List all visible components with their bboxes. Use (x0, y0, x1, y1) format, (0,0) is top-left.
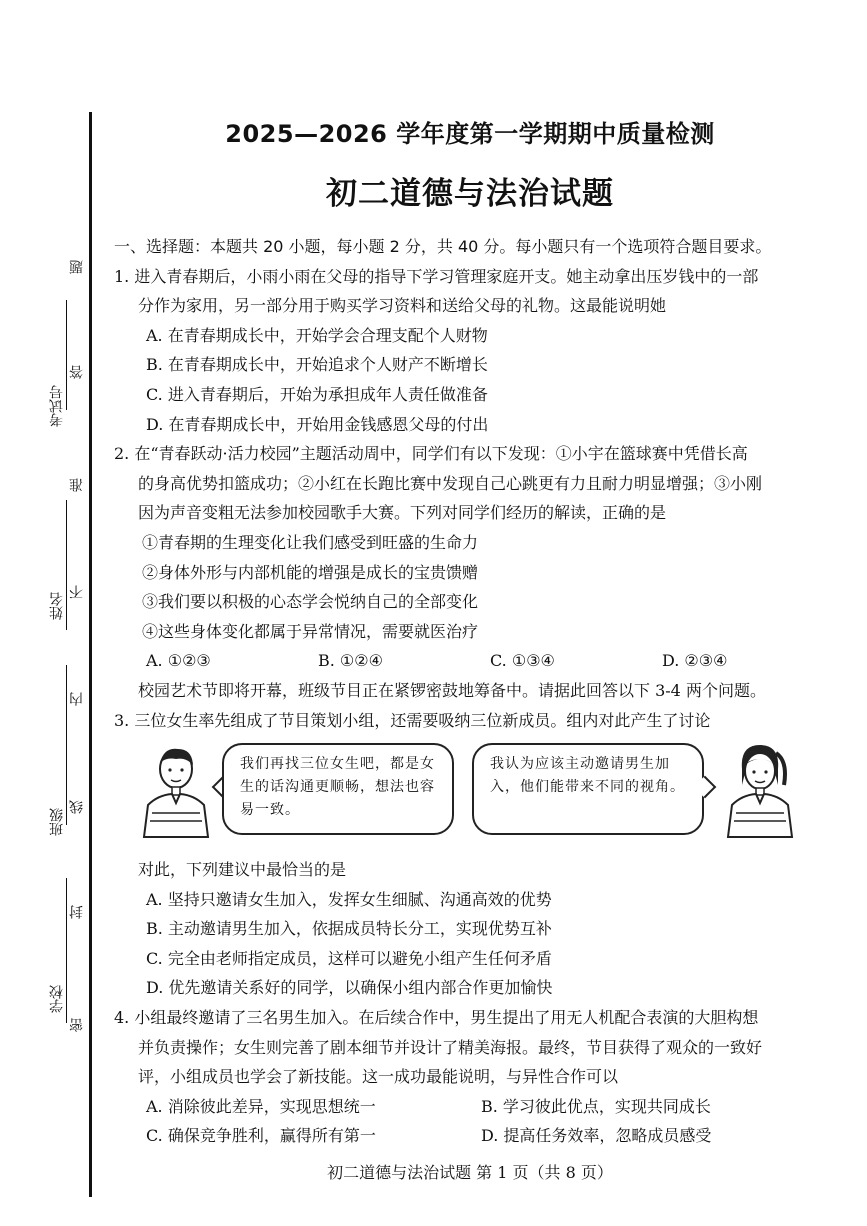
statement-3: ③我们要以积极的心态学会悦纳自己的全部变化 (142, 592, 479, 612)
school-label: 学校 (49, 985, 65, 1013)
option-c: C. 进入青春期后，开始为承担成年人责任做准备 (146, 384, 488, 404)
question-stem: 2. 在“青春跃动·活力校园”主题活动周中，同学们有以下发现：①小宇在篮球赛中凭借长高 (114, 444, 748, 464)
option-row (114, 646, 834, 676)
exam-title: 2025—2026 学年度第一学期期中质量检测 (225, 120, 715, 148)
option-c: C. 确保竞争胜利，赢得所有第一 (146, 1126, 376, 1146)
seal-char: 准 (69, 478, 85, 492)
statement-2: ②身体外形与内部机能的增强是成长的宝贵馈赠 (142, 562, 479, 582)
question-2 (114, 439, 834, 676)
material-intro: 校园艺术节即将开幕，班级节目正在紧锣密鼓地筹备中。请据此回答以下 3-4 两个问题。 (138, 680, 766, 700)
question-prompt: 对此，下列建议中最恰当的是 (138, 860, 347, 880)
option-b: B. 学习彼此优点，实现共同成长 (481, 1096, 711, 1116)
paper-title: 初二道德与法治试题 (326, 176, 614, 212)
option-c: C. ①③④ (490, 651, 555, 671)
class-label: 班级 (49, 808, 65, 836)
exam-number-label: 考试号 (49, 385, 65, 427)
seal-char: 题 (69, 260, 85, 274)
question-stem: 4. 小组最终邀请了三名男生加入。在后续合作中，男生提出了用无人机配合表演的大胆构想 (114, 1008, 759, 1028)
question-stem: 评，小组成员也学会了新技能。这一成功最能说明，与异性合作可以 (138, 1067, 619, 1087)
page-footer: 初二道德与法治试题 第 1 页（共 8 页） (327, 1163, 613, 1182)
option-b: B. 在青春期成长中，开始追求个人财产不断增长 (146, 355, 488, 375)
question-stem: 因为声音变粗无法参加校园歌手大赛。下列对同学们经历的解读，正确的是 (138, 503, 667, 523)
exam-number-fill-line (66, 300, 67, 410)
option-c: C. 完全由老师指定成员，这样可以避免小组产生任何矛盾 (146, 948, 552, 968)
option-d: D. 提高任务效率，忽略成员感受 (481, 1126, 712, 1146)
statement-1: ①青春期的生理变化让我们感受到旺盛的生命力 (142, 532, 479, 552)
binding-margin (0, 0, 100, 1226)
option-b: B. 主动邀请男生加入，依据成员特长分工，实现优势互补 (146, 919, 552, 939)
question-stem: 分作为家用，另一部分用于购买学习资料和送给父母的礼物。这最能说明她 (138, 296, 667, 316)
option-a: A. 坚持只邀请女生加入，发挥女生细腻、沟通高效的优势 (146, 889, 552, 909)
option-a: A. 在青春期成长中，开始学会合理支配个人财物 (146, 325, 488, 345)
question-4 (114, 1003, 834, 1151)
option-b: B. ①②④ (318, 651, 383, 671)
question-stem: 的身高优势扣篮成功；②小红在长跑比赛中发现自己心跳更有力且耐力明显增强；③小刚 (138, 473, 763, 493)
seal-char: 密 (69, 1018, 85, 1032)
statement-4: ④这些身体变化都属于异常情况，需要就医治疗 (142, 621, 479, 641)
question-body (114, 232, 834, 1151)
seal-char: 线 (69, 800, 85, 814)
question-1 (114, 262, 834, 440)
class-fill-line (66, 665, 67, 825)
option-a: A. 消除彼此差异，实现思想统一 (146, 1096, 376, 1116)
name-fill-line (66, 500, 67, 630)
seal-char: 内 (69, 692, 85, 706)
seal-char: 封 (69, 905, 85, 919)
dialogue-illustration (114, 735, 834, 855)
name-label: 姓名 (49, 592, 65, 620)
girl-figure-icon (720, 739, 800, 839)
section-heading: 一、选择题：本题共 20 小题，每小题 2 分，共 40 分。每小题只有一个选项符合题目要求。 (114, 237, 772, 256)
speech-bubble-left: 我们再找三位女生吧，都是女生的话沟通更顺畅，想法也容易一致。 (222, 743, 454, 835)
option-a: A. ①②③ (146, 651, 211, 671)
option-d: D. 在青春期成长中，开始用金钱感恩父母的付出 (146, 414, 489, 434)
question-stem: 并负责操作；女生则完善了剧本细节并设计了精美海报。最终，节目获得了观众的一致好 (138, 1037, 763, 1057)
binding-line (89, 112, 92, 1197)
option-row (114, 1121, 834, 1151)
question-stem: 1. 进入青春期后，小雨小雨在父母的指导下学习管理家庭开支。她主动拿出压岁钱中的一部 (114, 266, 759, 286)
boy-figure-icon (136, 739, 216, 839)
option-row (114, 1092, 834, 1122)
question-3 (114, 706, 834, 1004)
question-stem: 3. 三位女生率先组成了节目策划小组，还需要吸纳三位新成员。组内对此产生了讨论 (114, 710, 711, 730)
speech-bubble-right: 我认为应该主动邀请男生加入，他们能带来不同的视角。 (472, 743, 704, 835)
seal-char: 答 (69, 365, 85, 379)
option-d: D. 优先邀请关系好的同学，以确保小组内部合作更加愉快 (146, 978, 553, 998)
school-fill-line (66, 878, 67, 1023)
option-d: D. ②③④ (662, 651, 728, 671)
seal-char: 不 (69, 585, 85, 599)
